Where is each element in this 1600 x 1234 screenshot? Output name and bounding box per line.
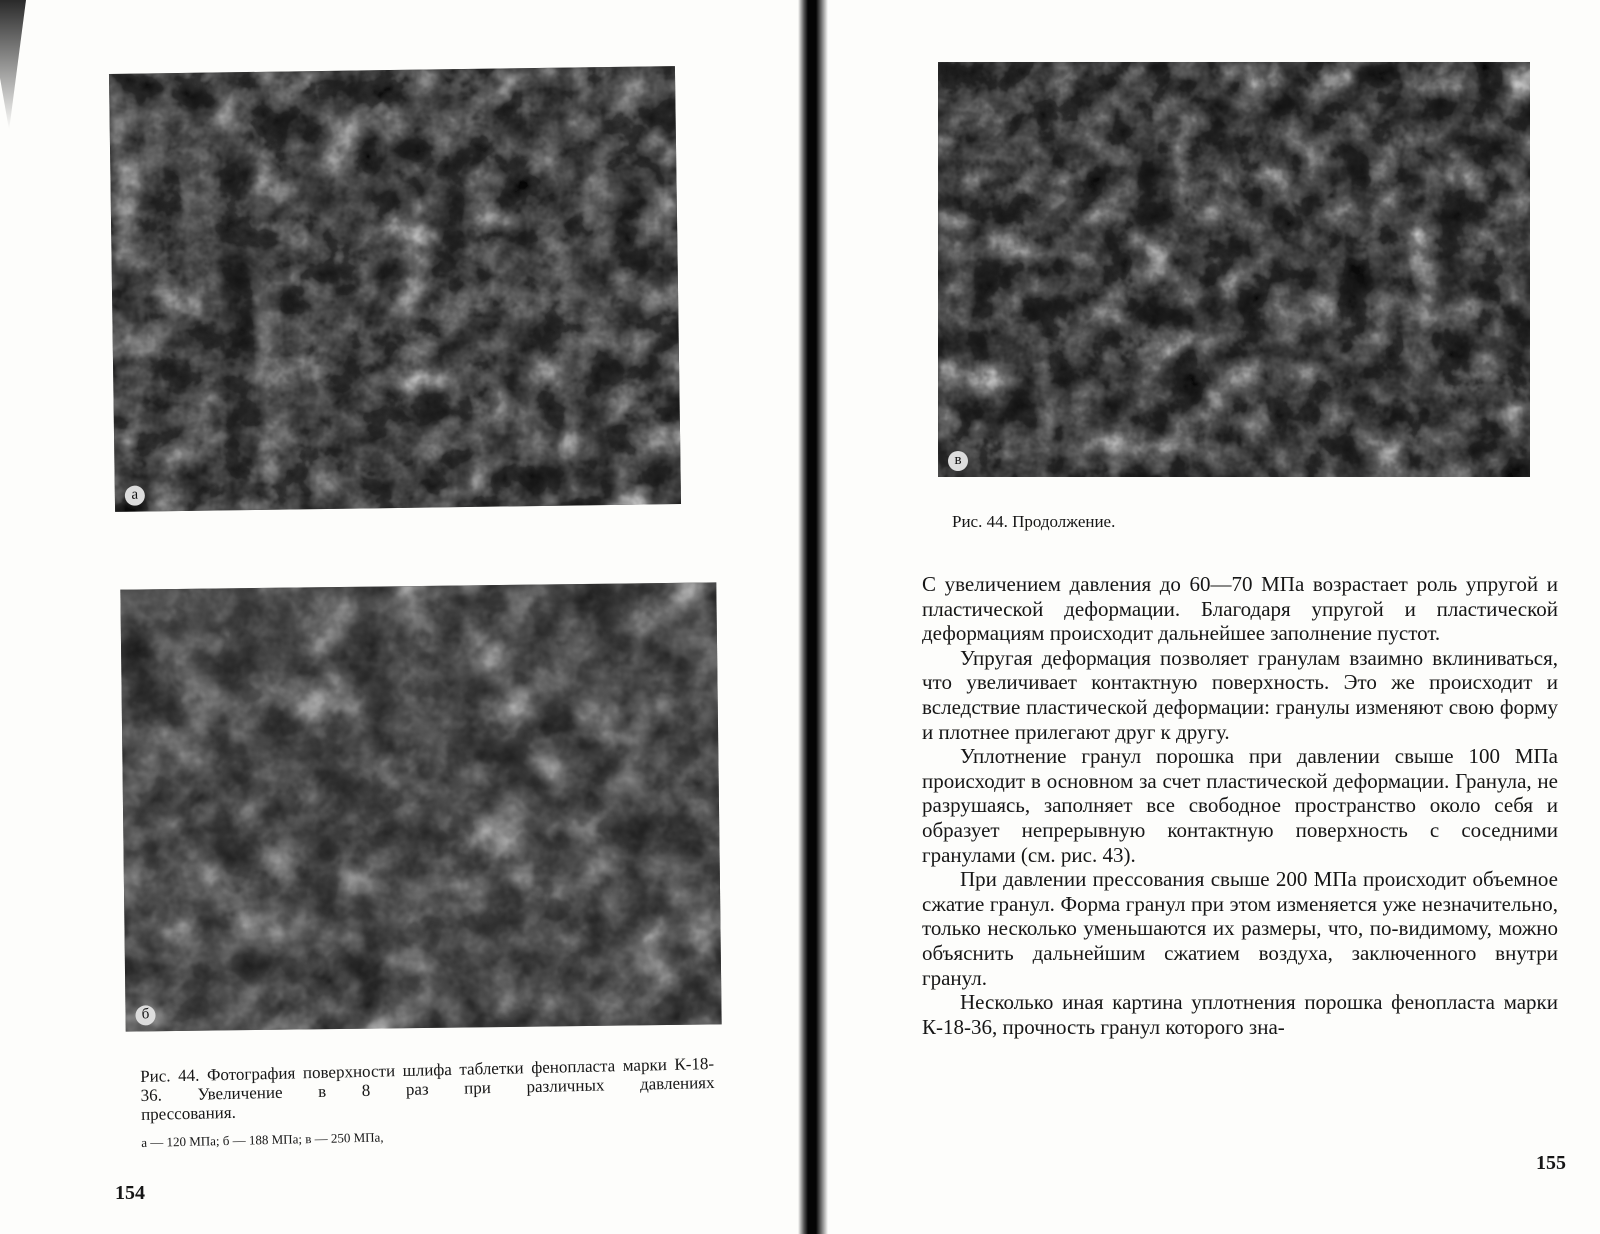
paragraph: С увеличением давления до 60—70 МПа возрастает роль упругой и пластической деформации. Благодаря упругой и пластической деформациям происходит дальнейшее заполнение пустот.	[922, 572, 1558, 646]
paragraph: Несколько иная картина уплотнения порошка фенопласта марки К-18-36, прочность гранул которого зна-	[922, 990, 1558, 1039]
micrograph-v-label: в	[948, 451, 968, 471]
micrograph-b-label: б	[135, 1005, 155, 1025]
micrograph-a	[109, 66, 681, 512]
page-number-right: 155	[1536, 1152, 1566, 1174]
micrograph-v	[938, 62, 1530, 477]
paragraph: Уплотнение гранул порошка при давлении свыше 100 МПа происходит в основном за счет пластической деформации. Гранула, не разрушаясь, заполняет все свободное пространство около себя и образует непрерывную контактную поверхность с соседними гранулами (см. рис. 43).	[922, 744, 1558, 867]
figure-caption-continuation: Рис. 44. Продолжение.	[952, 512, 1116, 531]
page-number-left: 154	[115, 1182, 145, 1204]
figure-caption-text: Рис. 44. Фотография поверхности шлифа таблетки фенопласта марки К-18-36. Увеличение в 8 раз при различных давлениях	[140, 1053, 715, 1105]
micrograph-a-image	[109, 66, 681, 512]
figure-legend: а — 120 МПа; б — 188 МПа; в — 250 МПа,	[141, 1129, 384, 1150]
micrograph-v-image	[938, 62, 1530, 477]
paragraph: Упругая деформация позволяет гранулам взаимно вклиниваться, что увеличивает контактную поверхность. Это же происходит и вследствие пластической деформации: гранулы изменяют свою форму и плотнее прилегают друг к другу.	[922, 645, 1558, 744]
paragraph: При давлении прессования свыше 200 МПа происходит объемное сжатие гранул. Форма гранул при этом изменяется уже незначительно, только несколько уменьшаются их размеры, что, по-видимому, можно объяснить дальнейшим сжатием воздуха, заключенного внутри гранул.	[922, 867, 1558, 990]
book-spine	[798, 0, 828, 1234]
figure-caption	[140, 1054, 715, 1124]
micrograph-a-label: а	[125, 486, 145, 506]
figure-caption-last-line: прессования.	[140, 1102, 237, 1124]
body-text	[922, 572, 1558, 1039]
micrograph-b-image	[120, 582, 721, 1031]
micrograph-b	[120, 582, 721, 1031]
